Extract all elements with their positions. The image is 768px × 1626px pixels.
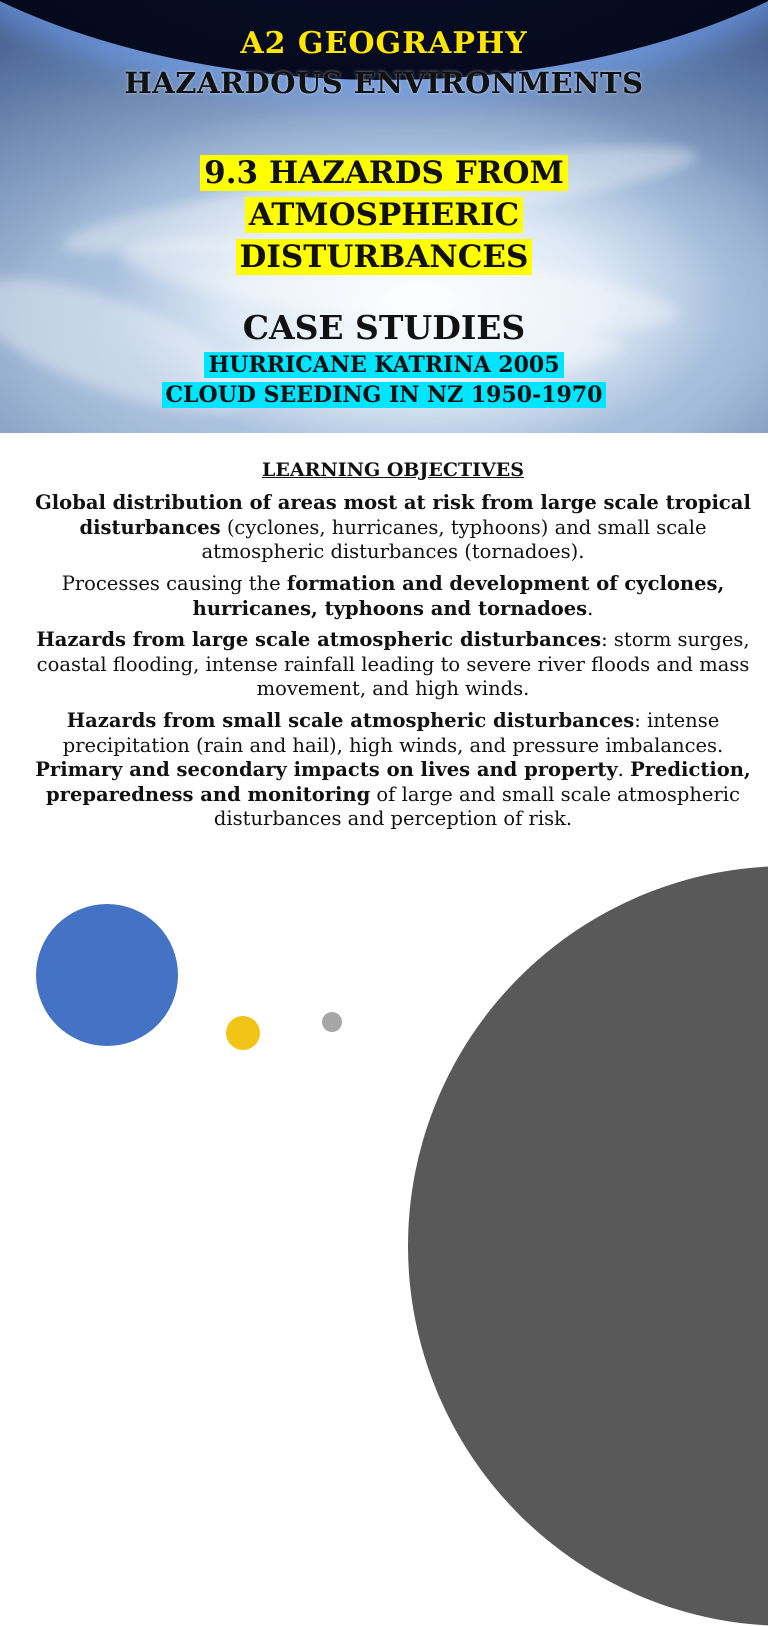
objective-text: . (617, 758, 631, 781)
objective-bold: Primary and secondary impacts on lives and property (35, 758, 618, 781)
decorative-blue-circle (36, 904, 178, 1046)
objective-paragraph (18, 491, 768, 565)
objective-bold: Hazards from large scale atmospheric disturbances (36, 628, 602, 651)
objective-text: of large and small scale atmospheric disturbances and perception of risk. (213, 782, 740, 830)
objective-paragraph (18, 709, 768, 832)
objective-text: : storm surges, coastal flooding, intense rainfall leading to severe river floods and mass movement, and high winds. (36, 628, 750, 700)
objective-bold: formation and development of cyclones, hurricanes, typhoons and tornadoes (192, 572, 725, 620)
topic-line-1: 9.3 HAZARDS FROM (200, 155, 568, 191)
objective-bold: Prediction, preparedness and monitoring (46, 758, 751, 806)
case-studies-heading: CASE STUDIES (242, 308, 526, 347)
case-study-item: CLOUD SEEDING IN NZ 1950-1970 (162, 382, 607, 408)
topic-line-3: DISTURBANCES (236, 239, 533, 275)
objective-text: (cyclones, hurricanes, typhoons) and small scale atmospheric disturbances (tornadoes). (201, 515, 707, 563)
objective-bold: Hazards from small scale atmospheric disturbances (66, 709, 635, 732)
objective-paragraph (18, 572, 768, 621)
decorative-gray-circle (408, 866, 768, 1626)
objective-text: : intense precipitation (rain and hail), high winds, and pressure imbalances. (62, 709, 724, 757)
hero-banner-image (0, 0, 768, 433)
decorative-gray-dot (322, 1012, 342, 1032)
objective-text: Processes causing the (61, 572, 287, 595)
objective-bold: Global distribution of areas most at risk from large scale tropical disturbances (35, 491, 751, 539)
course-title: A2 GEOGRAPHY (240, 26, 528, 61)
unit-title: HAZARDOUS ENVIRONMENTS (124, 66, 644, 100)
topic-line-2: ATMOSPHERIC (245, 197, 523, 233)
objective-text: . (587, 596, 594, 620)
case-studies-list (0, 350, 768, 410)
objectives-heading: LEARNING OBJECTIVES (261, 459, 524, 481)
case-study-item: HURRICANE KATRINA 2005 (204, 352, 563, 378)
topic-title (0, 152, 768, 278)
objective-paragraph (18, 628, 768, 702)
decorative-yellow-dot (226, 1016, 260, 1050)
